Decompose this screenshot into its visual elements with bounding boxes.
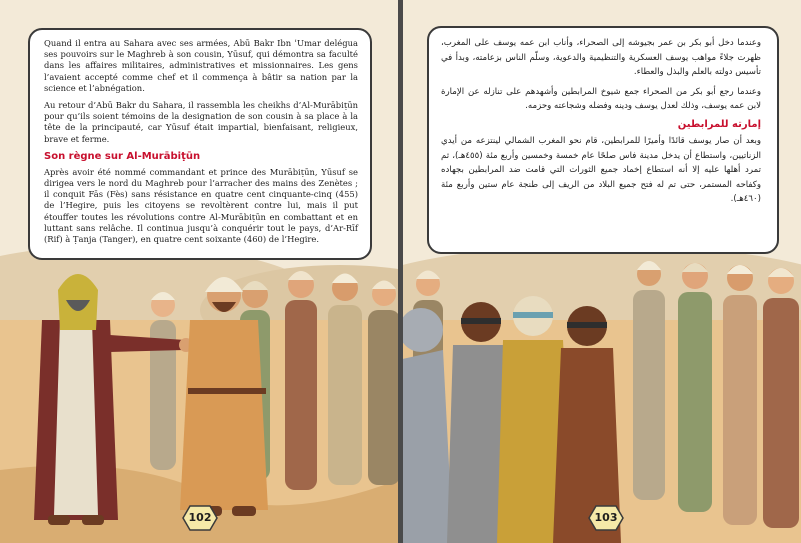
arabic-paragraph-1: وعندما دخل أبو بكر بن عمر بجيوشه إلى الصحراء، وأناب ابن عمه يوسف على المغرب، ظهرت جلاءً مواهب يوسف العسكرية والتنظيمية والدعوية، وسلّم الناس بزعامته، وبدأ في تأسيس دولته بالعلم والبذل والعطاء. [441,38,761,78]
arabic-heading: إمارته للمرابطين [677,118,761,130]
french-heading: Son règne sur Al-Murābiṭūn [44,150,201,162]
french-paragraph-2: Au retour d’Abū Bakr du Sahara, il rassembla les cheikhs d’Al-Murābiṭūn pour qu’ils soient témoins de la designation de son cousin à sa place à la tête de la principauté, car Yūsuf était impartial, bienfaisant, religieux, brave et ferme. [44,100,358,144]
left-page [0,0,398,543]
page-number-right-label: 103 [594,511,618,524]
page-number-left-label: 102 [188,511,212,524]
arabic-paragraph-3: وبعد أن صار يوسف قائدًا وأميرًا للمرابطين، قام نحو المغرب الشمالي لينتزعه من أيدي الزناتيين، واستطاع أن يدخل مدينة فاس صلحًا عام خمسة وخمسين وأربع مئة (٤٥٥هـ)، ثم تمرد أهلها عليه إلا أنه استطاع إخماد جميع الثورات التي قامت ضد المرابطين بجهاده وكفاحه المستمر، حتى تم له فتح جميع البلاد من الريف إلى طنجة عام ستين وأربع مئة (٤٦٠هـ). [441,135,761,205]
page-number-left [182,505,218,531]
page-number-right [588,505,624,531]
arabic-paragraph-2: وعندما رجع أبو بكر من الصحراء جمع شيوخ المرابطين وأشهدهم على تنازله عن الإمارة لابن عمه يوسف، وذلك لعدل يوسف ودينه وفضله وشجاعته وحزمه. [441,86,761,112]
french-paragraph-3: Après avoir été nommé commandant et prince des Murābiṭūn, Yūsuf se dirigea vers le nord du Maghreb pour l’arracher des mains des Zenètes ; il conquit Fās (Fès) sans résistance en quatre cent cinquante-cinq (455) de l’Hegire, puis les citoyens se revoltèrent contre lui, mais il put étouffer toutes les révolutions contre Al-Murābiṭūn en combattant et en luttant sans relâche. Il continua jusqu’à conquérir tout le pays, d’Ar-Rīf (Rif) à Ṭanja (Tanger), en quatre cent soixante (460) de l’Hegire. [44,166,358,245]
arabic-text-box [427,26,779,254]
french-paragraph-1: Quand il entra au Sahara avec ses armées, Abū Bakr Ibn ʿUmar delégua ses pouvoirs sur le Maghreb à son cousin, Yūsuf, qui démontra sa faculté dans les affaires militaires, administratives et missionnaires. Les gens l’avaient accepté comme chef et il commença à bâtir sa nation par la science et l’abnégation. [44,38,358,93]
french-text-box [28,28,372,260]
right-page [403,0,801,543]
